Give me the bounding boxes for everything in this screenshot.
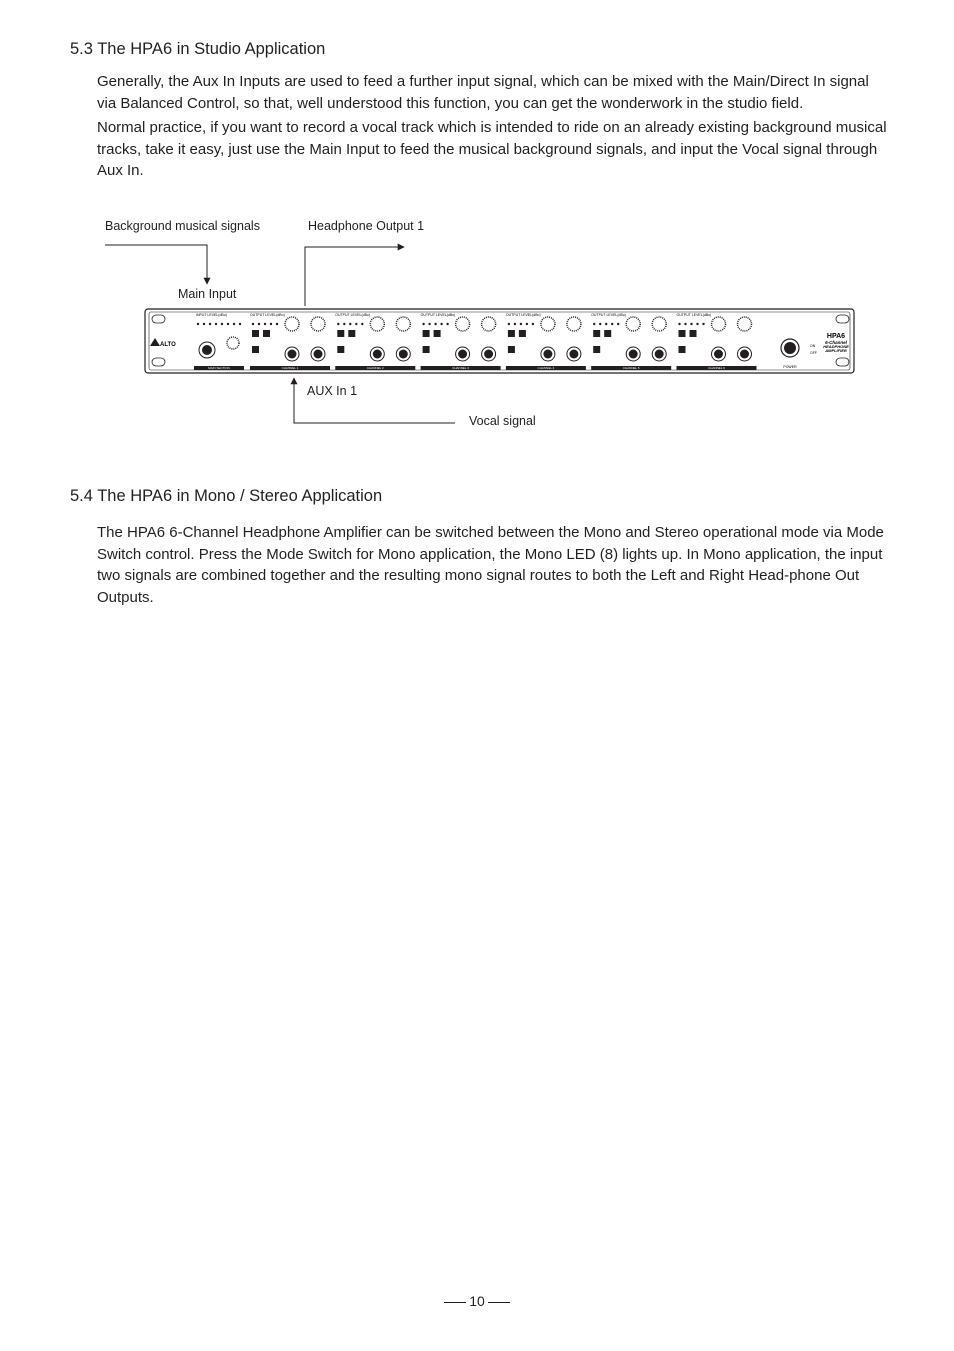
channel-label: CHANNEL 1 <box>281 366 299 370</box>
channel-button <box>337 346 344 353</box>
channel-balance-knob <box>482 317 496 331</box>
channel-led <box>434 323 436 325</box>
channel-mute-button <box>604 330 611 337</box>
channel-led <box>508 323 510 325</box>
channel-led <box>526 323 528 325</box>
channel-output-level-label: OUTPUT LEVEL(dBu) <box>676 313 712 317</box>
channel-mute-button <box>690 330 697 337</box>
input-level-label: INPUT LEVEL(dBu) <box>196 313 227 317</box>
channel-led <box>702 323 704 325</box>
model-subtitle-2: HEADPHONE <box>823 344 849 349</box>
channel-mute-button <box>434 330 441 337</box>
hpa6-front-panel <box>145 309 854 373</box>
channel-output-level-label: OUTPUT LEVEL(dBu) <box>250 313 285 317</box>
channel-led <box>349 323 351 325</box>
page-number-rule-right <box>488 1302 510 1303</box>
section-5-3-paragraph-1: Generally, the Aux In Inputs are used to feed a further input signal, which can be mixed with the Main/Direct In signal via Balanced Control, so that, well understood this function, you can get the wonderwork in the studio field. <box>97 73 869 112</box>
channel-button <box>679 346 686 353</box>
channel-balance-knob <box>311 317 325 331</box>
channel-led <box>270 323 272 325</box>
channel-led <box>446 323 448 325</box>
channel-led <box>690 323 692 325</box>
channel-led <box>678 323 680 325</box>
channel-led <box>599 323 601 325</box>
channel-led <box>355 323 357 325</box>
channel-led <box>258 323 260 325</box>
off-label: OFF <box>810 351 817 355</box>
channel-balance-knob <box>652 317 666 331</box>
channel-balance-knob <box>567 317 581 331</box>
channel-level-knob <box>626 317 640 331</box>
channel-mute-button <box>348 330 355 337</box>
on-label: ON <box>810 344 816 348</box>
section-5-4-heading: 5.4 The HPA6 in Mono / Stereo Application <box>70 487 383 505</box>
channel-label: CHANNEL 5 <box>622 366 640 370</box>
label-vocal-signal: Vocal signal <box>469 414 536 428</box>
channel-button <box>508 346 515 353</box>
channel-output-jack-hole <box>655 350 664 359</box>
channel-level-knob <box>285 317 299 331</box>
channel-mode-button <box>508 330 515 337</box>
label-main-input: Main Input <box>178 287 237 301</box>
label-background-signals: Background musical signals <box>105 219 260 233</box>
channel-output-jack-hole <box>399 350 408 359</box>
channel-balance-knob <box>738 317 752 331</box>
channel-balance-knob <box>396 317 410 331</box>
channel-mode-button <box>337 330 344 337</box>
channel-mode-button <box>423 330 430 337</box>
brand-label: ALTO <box>160 342 176 348</box>
channel-led <box>337 323 339 325</box>
channel-led <box>532 323 534 325</box>
channel-led <box>440 323 442 325</box>
channel-led <box>422 323 424 325</box>
main-section-label: MAIN SECTION <box>208 366 230 370</box>
channel-label: CHANNEL 6 <box>708 366 725 370</box>
channel-output-jack-hole <box>484 350 493 359</box>
channel-button <box>252 346 259 353</box>
channel-button <box>593 346 600 353</box>
channel-led <box>343 323 345 325</box>
channel-led <box>611 323 613 325</box>
channel-label: CHANNEL 2 <box>366 366 384 370</box>
channel-output-jack-hole <box>314 350 323 359</box>
section-5-3-paragraph-2: Normal practice, if you want to record a vocal track which is intended to ride on an already existing background musical tracks, take it easy, just use the Main Input to feed the musical background signals, and input the Vocal signal through Aux In. <box>97 119 887 179</box>
channel-led <box>428 323 430 325</box>
channel-output-jack-hole <box>569 350 578 359</box>
channel-led <box>696 323 698 325</box>
channel-button <box>423 346 430 353</box>
channel-led <box>276 323 278 325</box>
channel-aux-jack-hole <box>373 350 382 359</box>
section-5-3-heading: 5.3 The HPA6 in Studio Application <box>70 40 326 58</box>
channel-level-knob <box>456 317 470 331</box>
channel-aux-jack-hole <box>714 350 723 359</box>
power-label: POWER <box>783 365 797 369</box>
page-number-rule-left <box>444 1302 466 1303</box>
channel-mute-button <box>263 330 270 337</box>
channel-led <box>605 323 607 325</box>
channel-output-level-label: OUTPUT LEVEL(dBu) <box>591 313 626 317</box>
channel-mute-button <box>519 330 526 337</box>
page-number <box>0 1293 954 1309</box>
channel-led <box>252 323 254 325</box>
section-5-4-paragraph-1: The HPA6 6-Channel Headphone Amplifier can be switched between the Mono and Stereo operational mode via Mode Switch control. Press the Mode Switch for Mono application, the Mono LED (8) lights up. In Mono application, the input two signals are combined together and the resulting mono signal routes to both the Left and Right Head-phone Out Outputs. <box>97 524 884 606</box>
channel-mode-button <box>593 330 600 337</box>
headphone-output-arrow <box>305 247 404 306</box>
channel-mode-button <box>252 330 259 337</box>
main-input-arrow <box>105 245 207 284</box>
channel-led <box>617 323 619 325</box>
channel-mode-button <box>679 330 686 337</box>
model-subtitle-3: AMPLIFIER <box>825 348 847 353</box>
channel-aux-jack-hole <box>543 350 552 359</box>
channel-output-level-label: OUTPUT LEVEL(dBu) <box>335 313 371 317</box>
channel-label: CHANNEL 3 <box>452 366 469 370</box>
channel-led <box>593 323 595 325</box>
page-number-text: 10 <box>469 1293 485 1309</box>
channel-led <box>514 323 516 325</box>
channel-led <box>361 323 363 325</box>
channel-label: CHANNEL 4 <box>537 366 555 370</box>
channel-led <box>264 323 266 325</box>
model-label: HPA6 <box>826 333 846 340</box>
label-aux-in: AUX In 1 <box>307 384 358 398</box>
channel-level-knob <box>370 317 384 331</box>
channel-level-knob <box>712 317 726 331</box>
model-subtitle-1: 6-Channel <box>825 340 847 345</box>
channel-aux-jack-hole <box>629 350 638 359</box>
channel-led <box>520 323 522 325</box>
channel-aux-jack-hole <box>288 350 297 359</box>
channel-output-level-label: OUTPUT LEVEL(dBu) <box>505 313 541 317</box>
channel-level-knob <box>541 317 555 331</box>
channel-output-level-label: OUTPUT LEVEL(dBu) <box>420 313 456 317</box>
channel-led <box>684 323 686 325</box>
channel-aux-jack-hole <box>458 350 467 359</box>
channel-output-jack-hole <box>740 350 749 359</box>
label-headphone-output: Headphone Output 1 <box>308 219 425 233</box>
